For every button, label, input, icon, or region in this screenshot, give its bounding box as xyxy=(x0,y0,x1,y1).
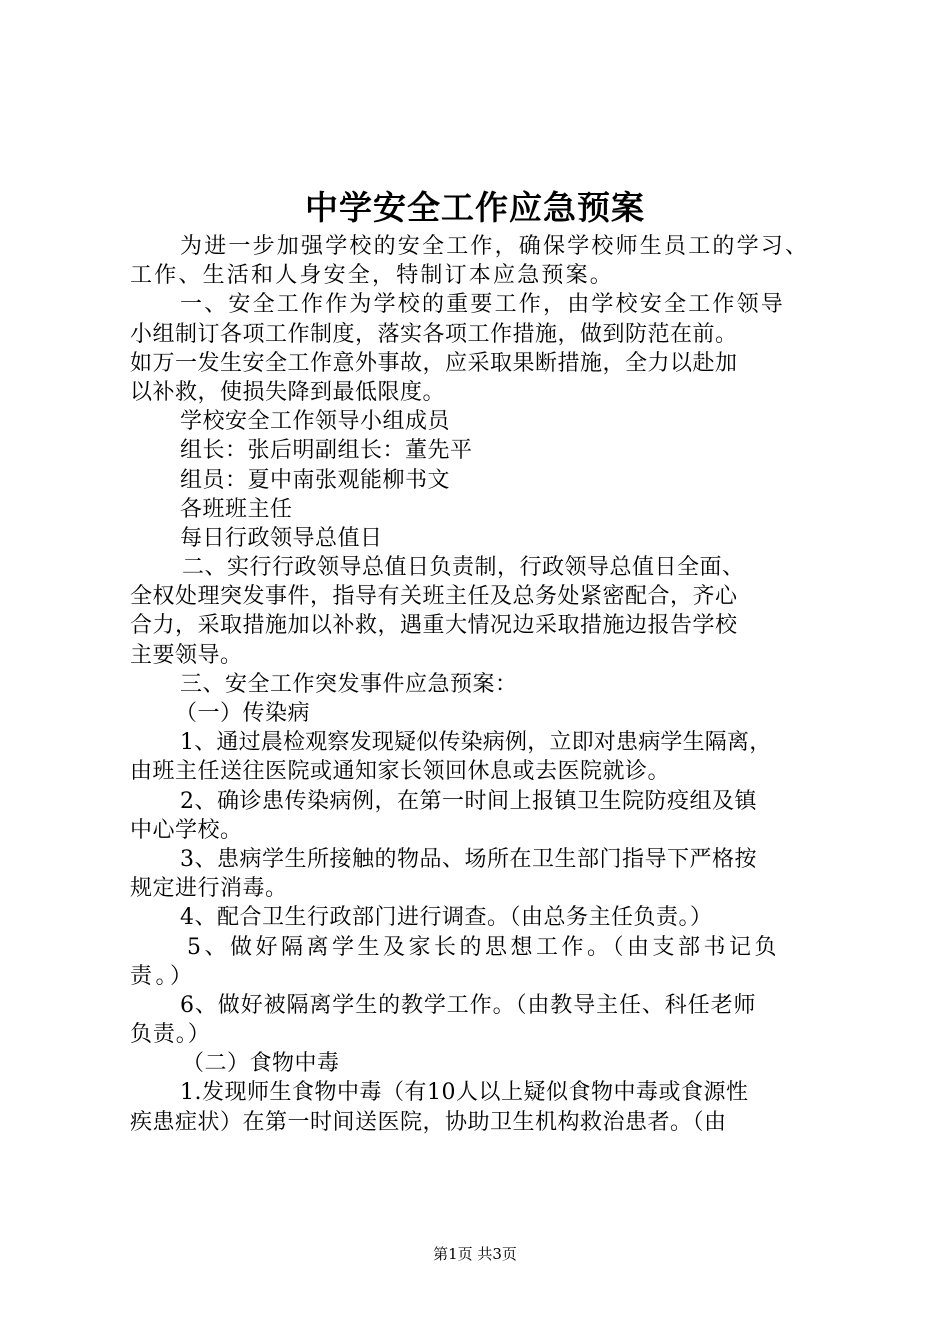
body-line: 二、实行行政领导总值日负责制，行政领导总值日全面、 xyxy=(182,555,745,581)
body-line: 6、做好被隔离学生的教学工作。（由教导主任、科任老师 xyxy=(180,992,757,1018)
body-line: 三、安全工作突发事件应急预案： xyxy=(180,671,518,697)
body-line: 每日行政领导总值日 xyxy=(180,525,383,551)
page-footer: 第1页 共3页 xyxy=(433,1245,517,1263)
body-line: 如万一发生安全工作意外事故，应采取果断措施，全力以赴加 xyxy=(130,350,738,376)
body-line: 由班主任送往医院或通知家长领回休息或去医院就诊。 xyxy=(130,759,671,785)
body-line: 组长：张后明副组长：董先平 xyxy=(180,438,473,464)
body-line: 2、确诊患传染病例，在第一时间上报镇卫生院防疫组及镇 xyxy=(180,788,757,814)
body-line: 工作、生活和人身安全，特制订本应急预案。 xyxy=(130,263,615,289)
body-line: 疾患症状）在第一时间送医院，协助卫生机构救治患者。（由 xyxy=(130,1109,727,1135)
body-line: 全权处理突发事件，指导有关班主任及总务处紧密配合，齐心 xyxy=(130,584,738,610)
body-line: 负责。） xyxy=(130,1022,211,1048)
body-line: 5、做好隔离学生及家长的思想工作。（由支部书记负 xyxy=(187,934,780,960)
body-line: 小组制订各项工作制度，落实各项工作措施，做到防范在前。 xyxy=(130,321,738,347)
body-line: 主要领导。 xyxy=(130,642,243,668)
body-line: 中心学校。 xyxy=(130,817,243,843)
body-line: 组员：夏中南张观能柳书文 xyxy=(180,467,451,493)
body-line: 规定进行消毒。 xyxy=(130,876,288,902)
body-line: 4、配合卫生行政部门进行调查。（由总务主任负责。） xyxy=(180,905,713,931)
body-line: 各班班主任 xyxy=(180,496,293,522)
body-line: 3、患病学生所接触的物品、场所在卫生部门指导下严格按 xyxy=(180,846,757,872)
body-line: 学校安全工作领导小组成员 xyxy=(180,409,451,435)
body-line: 1、通过晨检观察发现疑似传染病例，立即对患病学生隔离， xyxy=(180,730,772,756)
body-line: （二）食物中毒 xyxy=(182,1051,340,1077)
body-line: 合力，采取措施加以补救，遇重大情况边采取措施边报告学校 xyxy=(130,613,738,639)
body-line: 一、安全工作作为学校的重要工作，由学校安全工作领导 xyxy=(180,292,786,318)
body-line: （一）传染病 xyxy=(175,701,311,726)
body-line: 为进一步加强学校的安全工作，确保学校师生员工的学习、 xyxy=(180,234,810,259)
body-line: 1.发现师生食物中毒（有10人以上疑似食物中毒或食源性 xyxy=(180,1080,749,1106)
body-line: 以补救，使损失降到最低限度。 xyxy=(130,379,446,405)
document-title: 中学安全工作应急预案 xyxy=(305,188,645,227)
document-body xyxy=(130,232,840,1137)
body-line: 责。） xyxy=(130,963,196,989)
